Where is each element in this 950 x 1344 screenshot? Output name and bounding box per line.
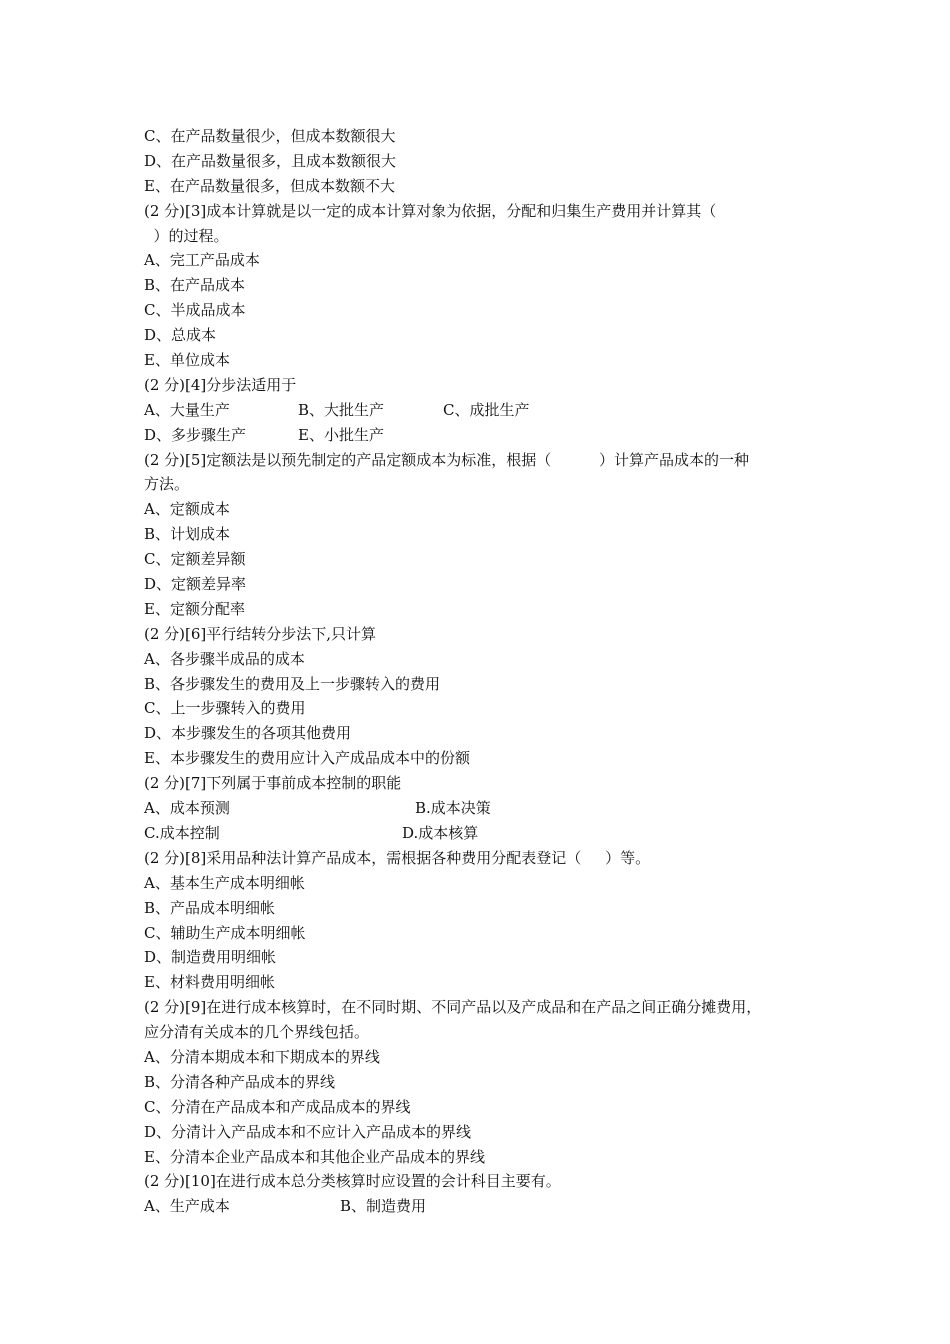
option-c: C、在产品数量很少，但成本数额很大 — [144, 127, 396, 145]
question-9-option-a: A、分清本期成本和下期成本的界线 — [144, 1047, 380, 1066]
question-9-option-e: E、分清本企业产品成本和其他企业产品成本的界线 — [144, 1147, 485, 1166]
question-4: (2 分)[4]分步法适用于 — [144, 375, 297, 394]
question-4-option-d: D、多步骤生产 — [144, 425, 247, 444]
question-8-option-a: A、基本生产成本明细帐 — [144, 873, 305, 892]
question-8-option-b: B、产品成本明细帐 — [144, 898, 276, 917]
question-10-option-b: B、制造费用 — [340, 1197, 427, 1216]
question-8: (2 分)[8]采用品种法计算产品成本，需根据各种费用分配表登记（ ）等。 — [144, 848, 651, 867]
question-9-option-c: C、分清在产品成本和产成品成本的界线 — [144, 1097, 411, 1116]
question-9-option-d: D、分清计入产品成本和不应计入产品成本的界线 — [144, 1122, 472, 1141]
question-6-option-a: A、各步骤半成品的成本 — [144, 649, 305, 668]
option-e: E、在产品数量很多，但成本数额不大 — [144, 176, 395, 195]
question-5-option-e: E、定额分配率 — [144, 599, 245, 618]
question-9-continued: 应分清有关成本的几个界线包括。 — [144, 1023, 370, 1042]
question-10-option-a: A、生产成本 — [144, 1197, 230, 1216]
question-7-options-row-1 — [144, 796, 824, 821]
question-4-option-b: B、大批生产 — [298, 400, 385, 419]
question-3-option-c: C、半成品成本 — [144, 301, 246, 320]
question-4-options-row-2 — [144, 423, 824, 448]
document-page — [144, 124, 824, 1219]
question-5-option-d: D、定额差异率 — [144, 575, 247, 594]
question-3-continued: ）的过程。 — [144, 226, 229, 245]
question-4-option-a: A、大量生产 — [144, 400, 230, 419]
question-6-option-e: E、本步骤发生的费用应计入产成品成本中的份额 — [144, 749, 470, 768]
question-7-option-b: B.成本决策 — [415, 799, 491, 818]
question-8-option-e: E、材料费用明细帐 — [144, 973, 275, 992]
question-3-option-d: D、总成本 — [144, 326, 217, 345]
question-7-option-c: C.成本控制 — [144, 823, 220, 842]
question-6-option-c: C、上一步骤转入的费用 — [144, 699, 306, 718]
question-7-option-d: D.成本核算 — [402, 823, 479, 842]
question-4-options-row-1 — [144, 398, 824, 423]
question-6: (2 分)[6]平行结转分步法下,只计算 — [144, 624, 377, 643]
question-4-option-e: E、小批生产 — [298, 425, 384, 444]
question-10: (2 分)[10]在进行成本总分类核算时应设置的会计科目主要有。 — [144, 1172, 561, 1191]
question-3: (2 分)[3]成本计算就是以一定的成本计算对象为依据，分配和归集生产费用并计算其（ — [144, 201, 717, 220]
question-9: (2 分)[9]在进行成本核算时，在不同时期、不同产品以及产成品和在产品之间正确分摊费用， — [144, 998, 762, 1017]
question-8-option-d: D、制造费用明细帐 — [144, 948, 277, 967]
question-6-option-b: B、各步骤发生的费用及上一步骤转入的费用 — [144, 674, 441, 693]
question-5-option-a: A、定额成本 — [144, 500, 230, 519]
question-5: (2 分)[5]定额法是以预先制定的产品定额成本为标准，根据（ ）计算产品成本的一种 — [144, 450, 749, 469]
question-8-option-c: C、辅助生产成本明细帐 — [144, 923, 306, 942]
question-5-continued: 方法。 — [144, 475, 190, 494]
question-3-option-e: E、单位成本 — [144, 351, 230, 370]
question-3-option-a: A、完工产品成本 — [144, 251, 260, 270]
question-10-options-row-1 — [144, 1194, 824, 1219]
option-d: D、在产品数量很多，且成本数额很大 — [144, 151, 397, 170]
question-5-option-c: C、定额差异额 — [144, 550, 246, 569]
question-3-option-b: B、在产品成本 — [144, 276, 246, 295]
question-7-options-row-2 — [144, 821, 824, 846]
question-6-option-d: D、本步骤发生的各项其他费用 — [144, 724, 352, 743]
question-9-option-b: B、分清各种产品成本的界线 — [144, 1072, 336, 1091]
question-7-option-a: A、成本预测 — [144, 799, 230, 818]
question-7: (2 分)[7]下列属于事前成本控制的职能 — [144, 774, 402, 793]
question-5-option-b: B、计划成本 — [144, 525, 231, 544]
question-4-option-c: C、成批生产 — [443, 400, 530, 419]
